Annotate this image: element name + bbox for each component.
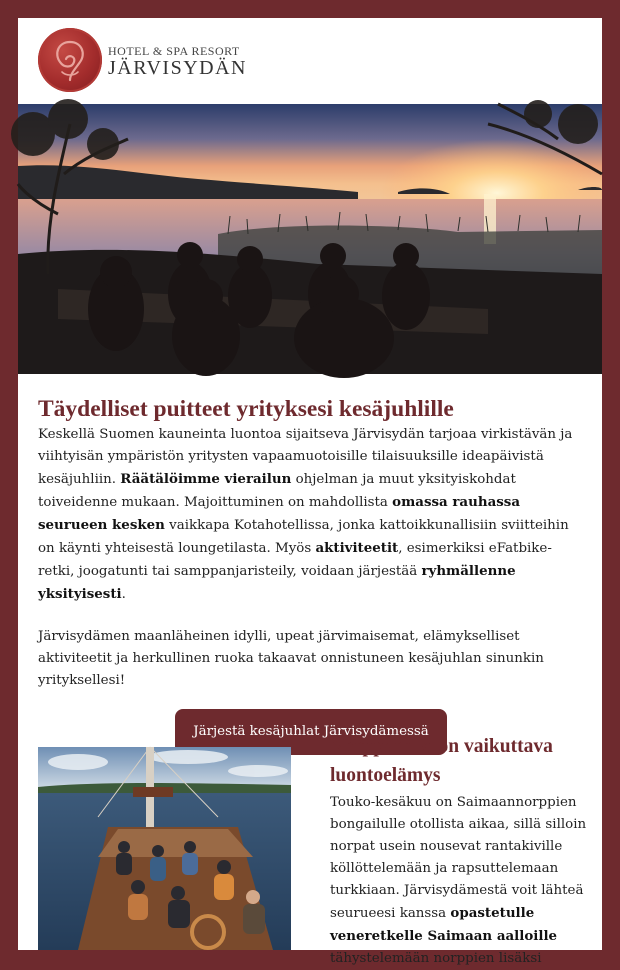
email-card (18, 18, 602, 966)
boat-trip-image[interactable] (38, 747, 291, 950)
logo-subtitle: HOTEL & SPA RESORT (108, 44, 240, 58)
wax-seal-icon[interactable] (38, 28, 102, 92)
main-content (38, 394, 584, 755)
book-summer-party-button[interactable]: Järjestä kesäjuhlat Järvisydämessä (175, 709, 446, 755)
email-header (18, 18, 602, 104)
logo-title: JÄRVISYDÄN (108, 57, 247, 79)
seal-trip-section (330, 732, 592, 970)
section-title: Norpparetki on vaikuttava luontoelämys (330, 736, 553, 786)
intro-paragraph: Keskellä Suomen kauneinta luontoa sijaitseva Järvisydän tarjoaa virkistävän ja viihtyisän ympäristön yritysten vapaamuotoisille tilaisuuksille ideapäivistä kesäjuhliin. Räätälöimme vierailun ohjelman ja muut yksityiskohdat toiveidenne mukaan. Majoittuminen on mahdollista omassa rauhassa seurueen kesken vaikkapa Kotahotellissa, jonka kattoikkunallisiin sviitteihin on käynti yhteisestä loungetilasta. Myös aktiviteetit, esimerkiksi eFatbike-retki, joogatunti tai samppanjaristeily, voidaan järjestää ryhmällenne yksityisesti. (38, 427, 573, 602)
page-title: Täydelliset puitteet yrityksesi kesäjuhlille (38, 396, 454, 422)
section-paragraph: Touko-kesäkuu on Saimaannorppien bongailulle otollista aikaa, sillä silloin norpat usein nousevat rantakiville köllöttelemään ja rapsuttelemaan turkkiaan. Järvisydämestä voit lähteä seurueesi kanssa opastetulle veneretkelle Saimaan aalloille tähystelemään norppien lisäksi (330, 795, 587, 966)
closing-paragraph: Järvisydämen maanläheinen idylli, upeat järvimaisemat, elämykselliset aktiviteetit ja herkullinen ruoka takaavat onnistuneen kesäjuhlan sinunkin yrityksellesi! (38, 629, 544, 688)
hero-image[interactable] (18, 104, 602, 374)
